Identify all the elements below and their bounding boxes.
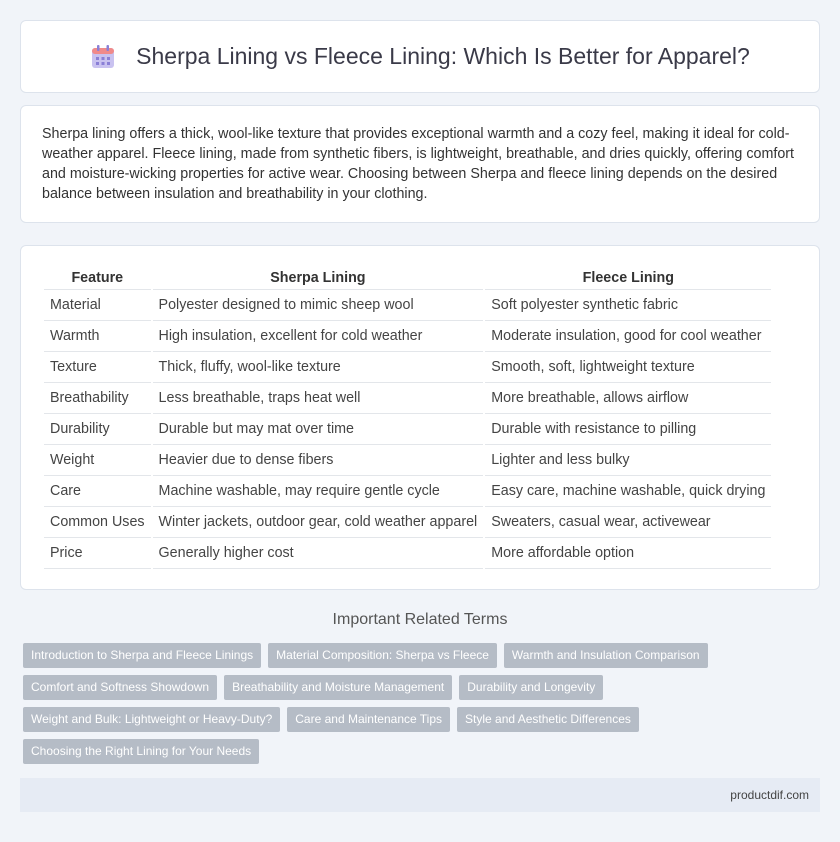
footer: [20, 778, 820, 812]
column-header-sherpa: Sherpa Lining: [153, 266, 484, 290]
feature-cell: Breathability: [44, 383, 151, 414]
intro-card: [20, 105, 820, 223]
related-term-tag[interactable]: Introduction to Sherpa and Fleece Linings: [23, 643, 261, 668]
related-terms-list: [23, 643, 823, 764]
related-terms-heading: Important Related Terms: [332, 611, 508, 628]
sherpa-cell: Durable but may mat over time: [153, 414, 484, 445]
table-row: [44, 538, 771, 569]
sherpa-cell: High insulation, excellent for cold weather: [153, 321, 484, 352]
table-row: [44, 414, 771, 445]
related-term-tag[interactable]: Weight and Bulk: Lightweight or Heavy-Duty?: [23, 707, 280, 732]
header-card: [20, 20, 820, 93]
sherpa-cell: Heavier due to dense fibers: [153, 445, 484, 476]
fleece-cell: More breathable, allows airflow: [485, 383, 771, 414]
sherpa-cell: Generally higher cost: [153, 538, 484, 569]
feature-cell: Common Uses: [44, 507, 151, 538]
fleece-cell: Moderate insulation, good for cool weather: [485, 321, 771, 352]
feature-cell: Warmth: [44, 321, 151, 352]
sherpa-cell: Winter jackets, outdoor gear, cold weather apparel: [153, 507, 484, 538]
related-term-tag[interactable]: Style and Aesthetic Differences: [457, 707, 639, 732]
table-row: [44, 290, 771, 321]
table-row: [44, 321, 771, 352]
table-row: [44, 445, 771, 476]
feature-cell: Care: [44, 476, 151, 507]
sherpa-cell: Machine washable, may require gentle cycle: [153, 476, 484, 507]
feature-cell: Material: [44, 290, 151, 321]
related-term-tag[interactable]: Material Composition: Sherpa vs Fleece: [268, 643, 497, 668]
sherpa-cell: Thick, fluffy, wool-like texture: [153, 352, 484, 383]
footer-site-link[interactable]: productdif.com: [730, 788, 809, 802]
related-term-tag[interactable]: Care and Maintenance Tips: [287, 707, 450, 732]
feature-cell: Weight: [44, 445, 151, 476]
table-row: [44, 476, 771, 507]
comparison-card: [20, 245, 820, 590]
fleece-cell: Sweaters, casual wear, activewear: [485, 507, 771, 538]
related-term-tag[interactable]: Choosing the Right Lining for Your Needs: [23, 739, 259, 764]
fleece-cell: More affordable option: [485, 538, 771, 569]
feature-cell: Durability: [44, 414, 151, 445]
feature-cell: Texture: [44, 352, 151, 383]
fleece-cell: Durable with resistance to pilling: [485, 414, 771, 445]
table-row: [44, 383, 771, 414]
fleece-cell: Lighter and less bulky: [485, 445, 771, 476]
page-title: Sherpa Lining vs Fleece Lining: Which Is Better for Apparel?: [136, 43, 750, 69]
calendar-icon: [90, 44, 116, 70]
intro-paragraph: Sherpa lining offers a thick, wool-like texture that provides exceptional warmth and a cozy feel, making it ideal for cold-weather apparel. Fleece lining, made from synthetic fibers, is lightweight, breathable, and dries quickly, offering comfort and moisture-wicking properties for active wear. Choosing between Sherpa and fleece lining depends on the desired balance between insulation and breathability in your clothing.: [42, 126, 795, 202]
table-row: [44, 507, 771, 538]
comparison-table: [42, 266, 773, 569]
fleece-cell: Soft polyester synthetic fabric: [485, 290, 771, 321]
sherpa-cell: Polyester designed to mimic sheep wool: [153, 290, 484, 321]
fleece-cell: Easy care, machine washable, quick drying: [485, 476, 771, 507]
related-term-tag[interactable]: Comfort and Softness Showdown: [23, 675, 217, 700]
sherpa-cell: Less breathable, traps heat well: [153, 383, 484, 414]
fleece-cell: Smooth, soft, lightweight texture: [485, 352, 771, 383]
table-header-row: [44, 266, 771, 290]
related-term-tag[interactable]: Breathability and Moisture Management: [224, 675, 452, 700]
column-header-feature: Feature: [44, 266, 151, 290]
column-header-fleece: Fleece Lining: [485, 266, 771, 290]
feature-cell: Price: [44, 538, 151, 569]
table-row: [44, 352, 771, 383]
related-term-tag[interactable]: Warmth and Insulation Comparison: [504, 643, 708, 668]
related-term-tag[interactable]: Durability and Longevity: [459, 675, 603, 700]
